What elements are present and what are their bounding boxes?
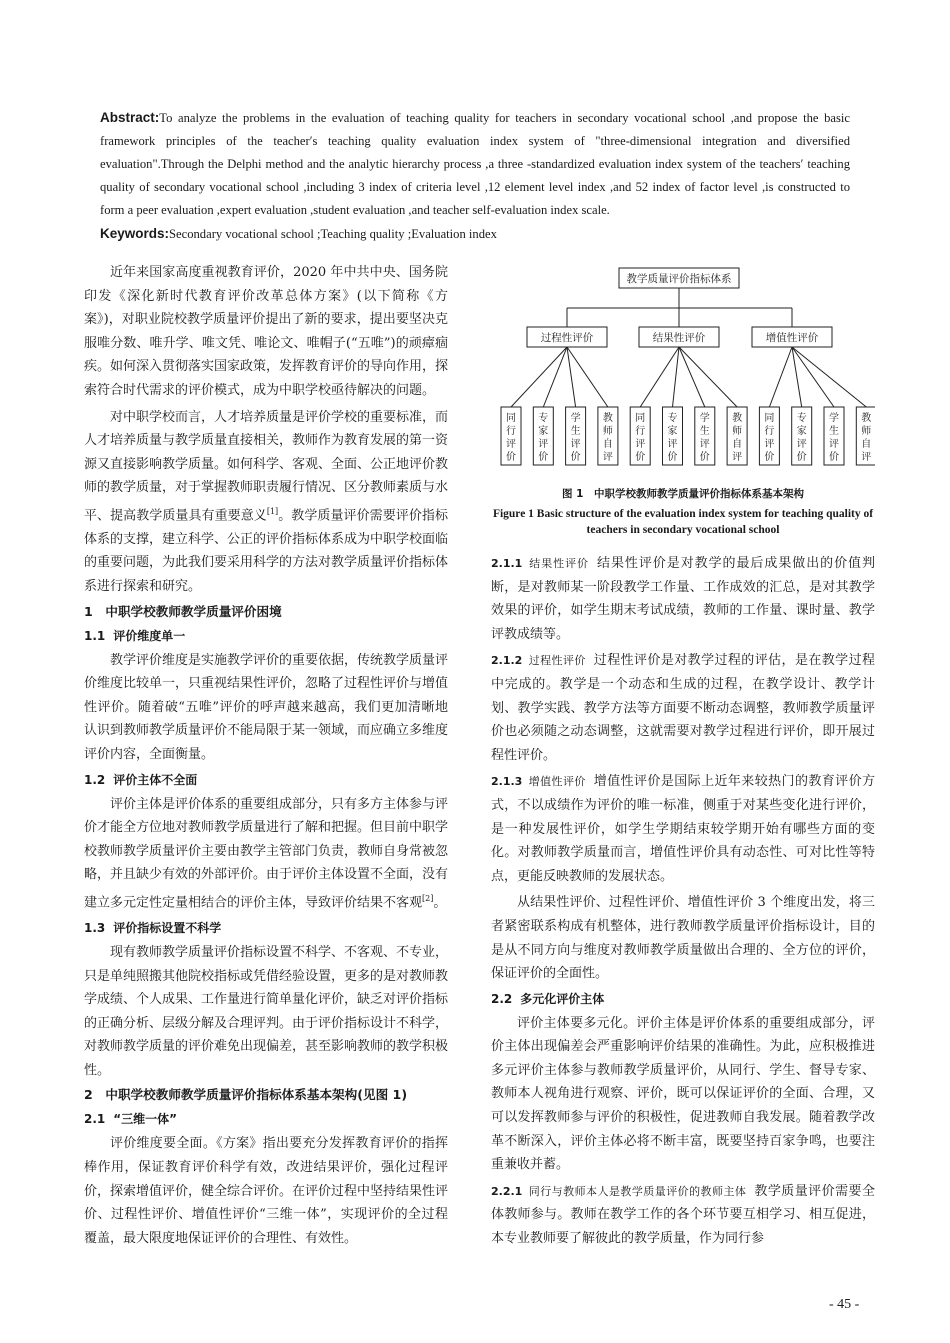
keywords-text: Secondary vocational school ;Teaching quality ;Evaluation index [169, 227, 497, 241]
section-1-2-paragraph: 评价主体是评价体系的重要组成部分，只有多方主体参与评价才能全方位地对教师教学质量进行了解和把握。但目前中职学校教师教学质量评价主要由教学主管部门负责，教师自身常被忽略，并且缺少有效的外部评价。由于评价主体设置不全面，没有建立多元定性定量相结合的评价主体，导致评价结果不客观[2]。 [84, 796, 449, 911]
root-label: 教学质量评价指标体系 [626, 273, 732, 285]
page-number: - 45 - [829, 1297, 860, 1312]
keywords-label: Keywords [100, 226, 165, 241]
section-2-1-3-heading: 2.1.3 增值性评价 [491, 775, 586, 789]
abstract-label: Abstract [100, 110, 155, 125]
connector-line [679, 347, 737, 407]
leaf-label: 同行评价 [764, 413, 775, 463]
section-2-2-1-paragraph: 2.2.1 同行与教师本人是教学质量评价的教师主体 教学质量评价需要全体教师参与。教师在教学工作的各个环节要互相学习、相互促进，本专业教师要了解彼此的教学质量，作为同行参 [491, 1183, 875, 1247]
section-2-1-3-paragraph: 2.1.3 增值性评价 增值性评价是国际上近年来较热门的教育评价方式，不以成绩作为评价的唯一标准，侧重于对某些变化进行评价，是一种发展性评价，如学生学期结束较学期开始有哪些方面的变化。对教师教学质量而言，增值性评价具有动态性、可对比性等特点，更能反映教师的发展状态。 [491, 774, 875, 884]
section-1-1-heading: 1.1 评价维度单一 [84, 628, 186, 643]
connector-line [679, 347, 705, 407]
intro-paragraph-2: 对中职学校而言，人才培养质量是评价学校的重要标准，而人才培养质量与教学质量直接相关，教师作为教育发展的第一资源又直接影响教学质量。如何科学、客观、全面、公正地评价教师的教学质量，对于掌握教师职责履行情况、区分教师素质与水平、提高教学质量具有重要意义[1]。教学质量评价需要评价指标体系的支撑，建立科学、公正的评价指标体系成为中职学校面临的重要问题，为此我们要采用科学的方法对教学质量评价指标体系进行探索和研究。 [84, 409, 449, 595]
connector-line [792, 347, 802, 407]
section-2-1-paragraph: 评价维度要全面。《方案》指出要充分发挥教育评价的指挥棒作用，保证教育评价科学有效，改进结果评价，强化过程评价，探索增值评价，健全综合评价。在评价过程中坚持结果性评价、过程性评价、增值性评价“三维一体”，实现评价的全过程覆盖，最大限度地保证评价的合理性、有效性。 [84, 1136, 449, 1246]
leaf-label: 同行评价 [506, 413, 516, 463]
leaf-label: 学生评价 [829, 413, 839, 463]
abstract-paragraph: Abstract:To analyze the problems in the evaluation of teaching quality for teachers in secondary vocational school ,and propose the basic framework principles of the teacher′s teaching quality evaluation index system of "three-dimensional integration and diversified evaluation".Through the Delphi method and the analytic hierarchy process ,a three -standardized evaluation index system of the teachers′ teaching quality of secondary vocational school ,including 3 index of criteria level ,12 element level index ,and 52 index of factor level ,is constructed to form a peer evaluation ,expert evaluation ,student evaluation ,and teacher self-evaluation index scale. [100, 110, 850, 217]
leaf-label: 学生评价 [570, 413, 581, 463]
connector-line [792, 347, 866, 407]
section-2-1-2-paragraph: 2.1.2 过程性评价 过程性评价是对教学过程的评估，是在教学过程中完成的。教学是一个动态和生成的过程，在教学设计、教学计划、教学实践、教学方法等方面要不断动态调整，教师教学质量评价也必须随之动态调整，这就需要对教学过程进行评价，即开展过程性评价。 [491, 653, 875, 763]
leaf-label: 教师自评 [861, 413, 872, 463]
leaf-label: 教师自评 [732, 413, 743, 463]
section-1-3-heading: 1.3 评价指标设置不科学 [84, 920, 222, 935]
connector-line [769, 347, 792, 407]
connector-line [567, 347, 576, 407]
figure-caption-cn: 图 1 中职学校教师教学质量评价指标体系基本架构 [562, 488, 804, 500]
section-2-2-1-heading: 2.2.1 同行与教师本人是教学质量评价的教师主体 [491, 1184, 747, 1198]
dim-label-3: 增值性评价 [765, 332, 819, 344]
connector-line [511, 347, 567, 407]
leaf-label: 专家评价 [538, 413, 549, 463]
section-1-1-paragraph: 教学评价维度是实施教学评价的重要依据，传统教学质量评价维度比较单一，只重视结果性评价，忽略了过程性评价与增值性评价。随着破“五唯”评价的呼声越来越高，我们更加清晰地认识到教师教学质量评价不能局限于某一领域，而应确立多维度评价内容，全面衡量。 [84, 652, 449, 763]
leaf-label: 同行评价 [635, 413, 646, 463]
section-1-3-paragraph: 现有教师教学质量评价指标设置不科学、不客观、不专业，只是单纯照搬其他院校指标或凭借经验设置，更多的是对教师教学成绩、个人成果、工作量进行简单量化评价，缺乏对评价指标的正确分析、层级分解及合理评判。由于评价指标设计不科学，对教师教学质量的评价难免出现偏差，甚至影响教师的教学积极性。 [84, 944, 449, 1078]
section-2-1-heading: 2.1 “三维一体” [84, 1112, 178, 1127]
section-2-1-1-paragraph: 2.1.1 结果性评价 结果性评价是对教学的最后成果做出的价值判断，是对教师某一阶段教学工作量、工作成效的汇总，是对其教学效果的评价，如学生期末考试成绩，教师的工作量、课时量、教学评教成绩等。 [491, 556, 875, 642]
leaf-label: 专家评价 [667, 413, 678, 463]
figure-caption-en: Figure 1 Basic structure of the evaluation index system for teaching quality of teachers in secondary vocational school [492, 508, 874, 536]
connector-line [567, 347, 608, 407]
section-2-1-1-heading: 2.1.1 结果性评价 [491, 557, 590, 570]
dimension-summary-paragraph: 从结果性评价、过程性评价、增值性评价 3 个维度出发，将三者紧密联系构成有机整体，进行教师教学质量评价指标设计，目的是从不同方向与维度对教师教学质量做出合理的、全方位的评价，保证评价的全面性。 [491, 895, 875, 982]
connector-line [792, 347, 834, 407]
citation-ref: [2] [422, 893, 434, 903]
abstract-block [100, 106, 850, 246]
dim-label-1: 过程性评价 [540, 332, 594, 344]
section-2-2-heading: 2.2 多元化评价主体 [491, 991, 605, 1006]
section-1-2-heading: 1.2 评价主体不全面 [84, 772, 198, 787]
intro-paragraph-1: 近年来国家高度重视教育评价，2020 年中共中央、国务院印发《深化新时代教育评价改革总体方案》(以下简称《方案》)，对职业院校教学质量评价提出了新的要求，提出要坚决克服唯分数、唯升学、唯文凭、唯论文、唯帽子(“五唯”)的顽瘴痼疾。如何深入贯彻落实国家政策，发挥教育评价的导向作用，探索符合时代需求的评价模式，成为中职学校亟待解决的问题。 [84, 265, 449, 398]
section-1-heading: 1 中职学校教师教学质量评价困境 [84, 603, 282, 619]
leaf-label: 学生评价 [699, 413, 710, 463]
section-2-1-2-heading: 2.1.2 过程性评价 [491, 654, 586, 668]
section-2-heading: 2 中职学校教师教学质量评价指标体系基本架构(见图 1) [84, 1087, 408, 1103]
keywords-line: Keywords:Secondary vocational school ;Teaching quality ;Evaluation index [100, 226, 497, 241]
citation-ref: [1] [266, 506, 279, 516]
abstract-text: To analyze the problems in the evaluation of teaching quality for teachers in secondary vocational school ,and propose the basic framework principles of the teacher′s teaching quality evaluation index system of "three-dimensional integration and diversified evaluation".Through the Delphi method and the analytic hierarchy process ,a three -standardized evaluation index system of the teachers′ teaching quality of secondary vocational school ,including 3 index of criteria level ,12 element level index ,and 52 index of factor level ,is constructed to form a peer evaluation ,expert evaluation ,student evaluation ,and teacher self-evaluation index scale. [100, 111, 850, 217]
section-2-2-paragraph: 评价主体要多元化。评价主体是评价体系的重要组成部分，评价主体出现偏差会严重影响评价结果的准确性。为此，应积极推进多元评价主体参与教师教学质量评价，从同行、学生、督导专家、教师本人视角进行观察、评价，既可以保证评价的全面、合理，又可以发挥教师参与评价的积极性，促进教师自我发展。随着教学改革不断深入，评价主体必将不断丰富，既要坚持百家争鸣，也要注重兼收并蓄。 [491, 1015, 875, 1173]
hierarchy-diagram [491, 262, 875, 482]
connector-line [543, 347, 567, 407]
leaf-label: 专家评价 [796, 413, 807, 463]
dim-label-2: 结果性评价 [652, 332, 706, 344]
leaf-label: 教师自评 [602, 413, 613, 463]
left-column [84, 261, 448, 1250]
right-column-upper [491, 552, 875, 1251]
